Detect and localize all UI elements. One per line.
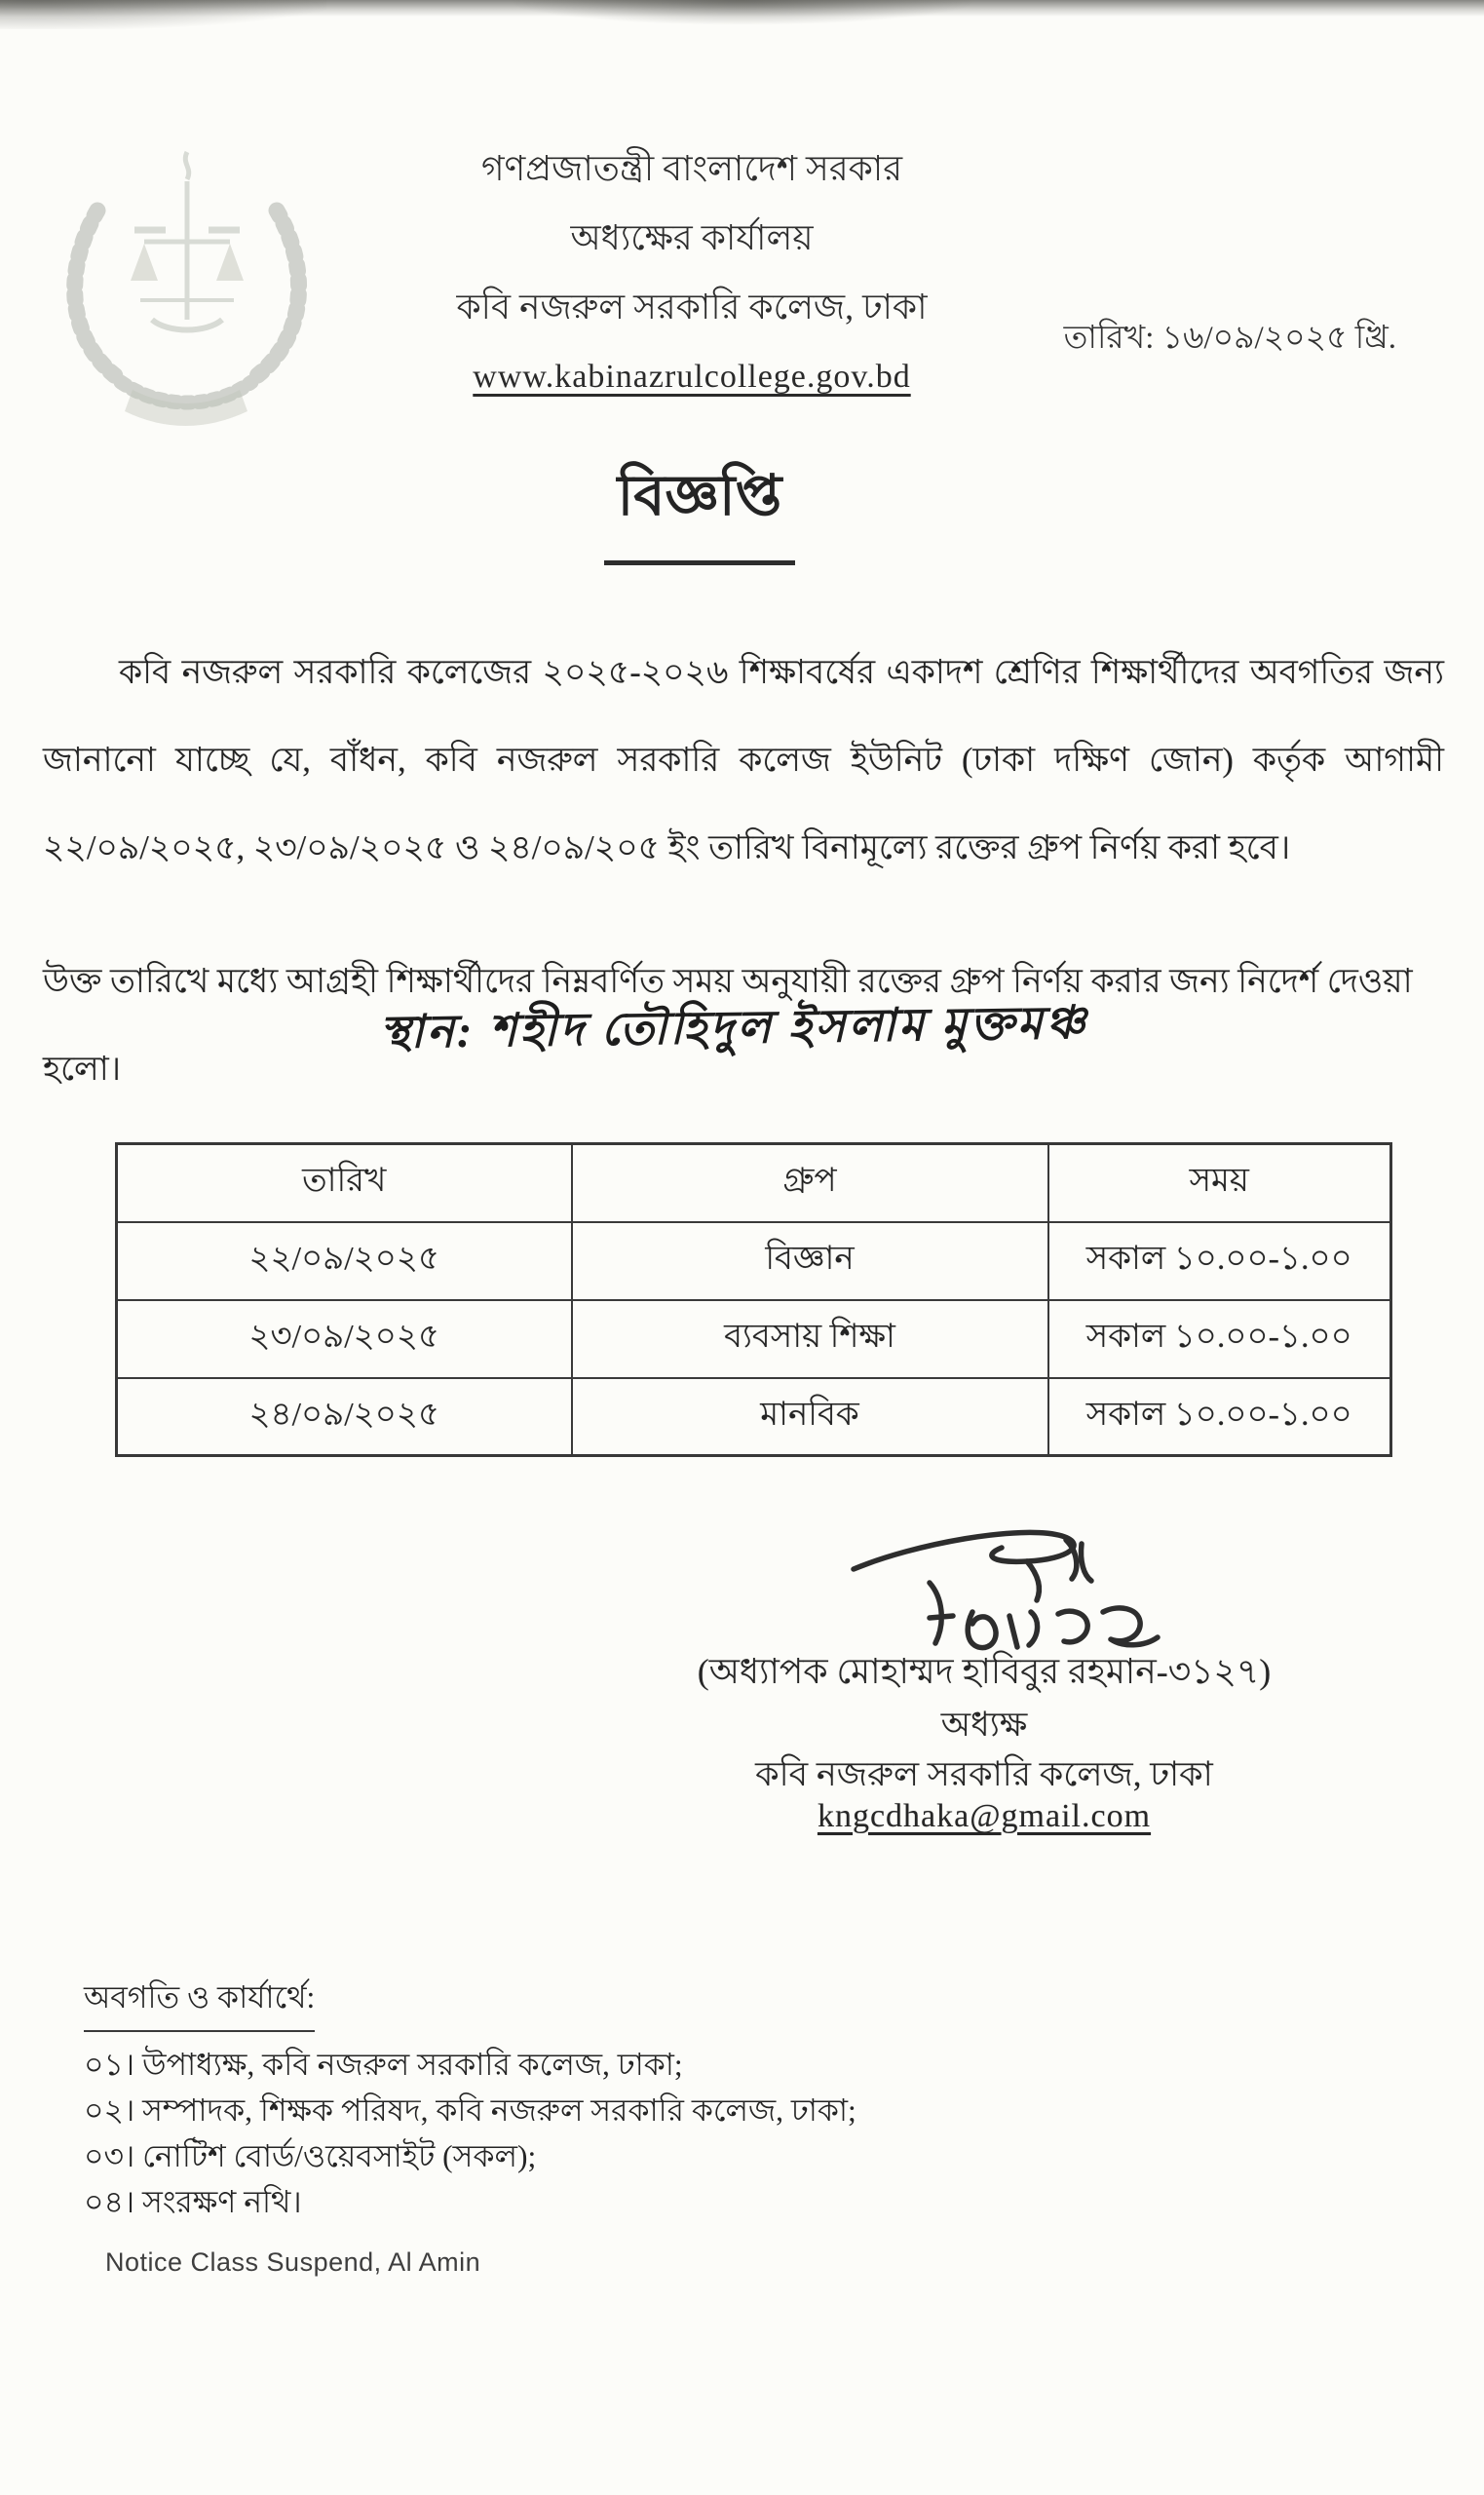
- scan-artifact-blob-left: [0, 0, 326, 29]
- cell-date: ২৩/০৯/২০২৫: [117, 1300, 572, 1378]
- notice-title: [0, 452, 1399, 565]
- college-website: www.kabinazrulcollege.gov.bd: [473, 359, 911, 395]
- letterhead: [0, 134, 1384, 411]
- table-row: [117, 1300, 1391, 1378]
- college-name: কবি নজরুল সরকারি কলেজ, ঢাকা: [456, 288, 928, 326]
- table-row: [117, 1222, 1391, 1300]
- list-item: ০১। উপাধ্যক্ষ, কবি নজরুল সরকারি কলেজ, ঢাকা;: [84, 2048, 683, 2082]
- notice-date: তারিখ: ১৬/০৯/২০২৫ খ্রি.: [1063, 321, 1396, 356]
- cell-date: ২৪/০৯/২০২৫: [117, 1378, 572, 1456]
- column-header-group: গ্রুপ: [572, 1144, 1048, 1222]
- notice-paragraph-1: কবি নজরুল সরকারি কলেজের ২০২৫-২০২৬ শিক্ষাবর্ষের একাদশ শ্রেণির শিক্ষার্থীদের অবগতির জন্য জানানো যাচ্ছে যে, বাঁধন, কবি নজরুল সরকারি কলেজ ইউনিট (ঢাকা দক্ষিণ জোন) কর্তৃক আগামী ২২/০৯/২০২৫, ২৩/০৯/২০২৫ ও ২৪/০৯/২০৫ ইং তারিখ বিনামূল্যে রক্তের গ্রুপ নির্ণয় করা হবে।: [43, 654, 1444, 866]
- handwritten-venue-note: স্থান: শহীদ তৌহিদুল ইসলাম মুক্তমঞ্চ: [379, 997, 1089, 1059]
- notice-paragraph-2: উক্ত তারিখে মধ্যে আগ্রহী শিক্ষার্থীদের নিম্নবর্ণিত সময় অনুযায়ী রক্তের গ্রুপ নির্ণয় করার জন্য নিদের্শ দেওয়া হলো।: [43, 963, 1413, 1088]
- list-item: ০৩। নোটিশ বোর্ড/ওয়েবসাইট (সকল);: [84, 2139, 537, 2173]
- notice-title-text: বিজ্ঞপ্তি: [604, 452, 796, 565]
- cell-time: সকাল ১০.০০-১.০০: [1048, 1378, 1391, 1456]
- cell-date: ২২/০৯/২০২৫: [117, 1222, 572, 1300]
- file-reference-note: Notice Class Suspend, Al Amin: [105, 2247, 481, 2277]
- column-header-time: সময়: [1048, 1144, 1391, 1222]
- principal-college: কবি নজরুল সরকারি কলেজ, ঢাকা: [755, 1755, 1213, 1793]
- principal-email: kngcdhaka@gmail.com: [817, 1798, 1152, 1834]
- cell-group: বিজ্ঞান: [572, 1222, 1048, 1300]
- cell-group: মানবিক: [572, 1378, 1048, 1456]
- column-header-date: তারিখ: [117, 1144, 572, 1222]
- scan-artifact-blob: [505, 0, 979, 25]
- blood-group-schedule-table: [115, 1142, 1392, 1457]
- list-item: ০৪। সংরক্ষণ নথি।: [84, 2185, 302, 2219]
- cell-group: ব্যবসায় শিক্ষা: [572, 1300, 1048, 1378]
- distribution-list: [84, 1975, 856, 2225]
- cell-time: সকাল ১০.০০-১.০০: [1048, 1300, 1391, 1378]
- principal-designation: অধ্যক্ষ: [940, 1706, 1028, 1744]
- principal-name: (অধ্যাপক মোহাম্মদ হাবিবুর রহমান-৩১২৭): [697, 1652, 1272, 1691]
- government-name: গণপ্রজাতন্ত্রী বাংলাদেশ সরকার: [480, 149, 903, 188]
- table-header-row: [117, 1144, 1391, 1222]
- office-name: অধ্যক্ষের কার্যালয়: [570, 218, 814, 257]
- distribution-heading: অবগতি ও কার্যার্থে:: [84, 1975, 315, 2032]
- cell-time: সকাল ১০.০০-১.০০: [1048, 1222, 1391, 1300]
- signature-scribble: [836, 1522, 1255, 1664]
- list-item: ০২। সম্পাদক, শিক্ষক পরিষদ, কবি নজরুল সরকারি কলেজ, ঢাকা;: [84, 2093, 856, 2128]
- table-row: [117, 1378, 1391, 1456]
